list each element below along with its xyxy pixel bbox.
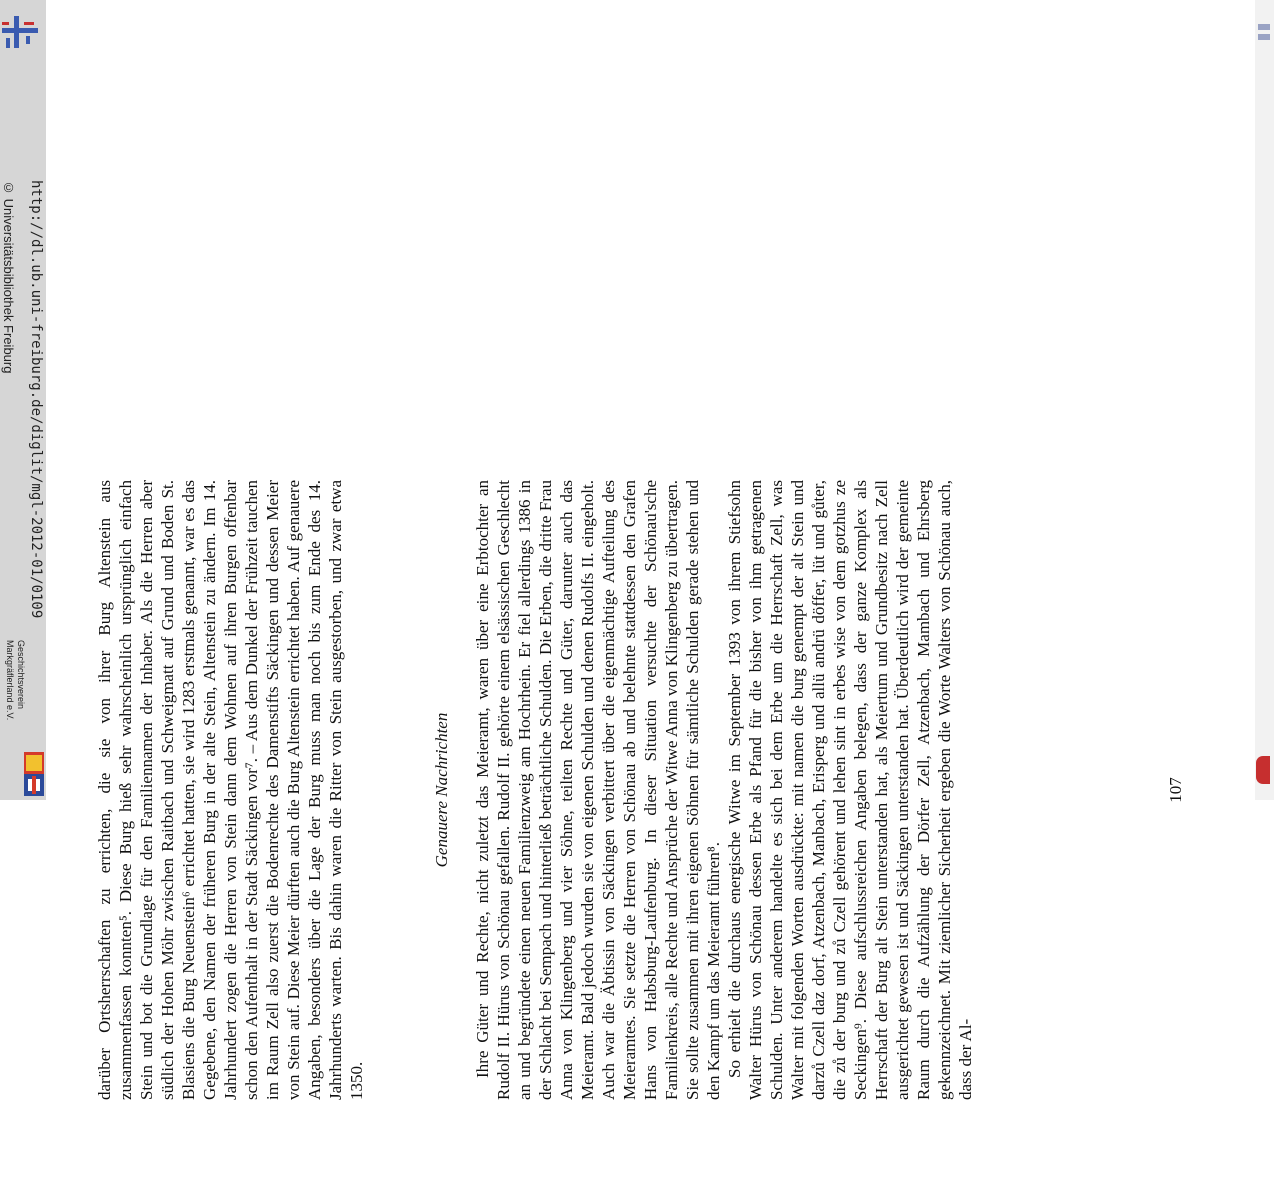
library-logo-icon <box>2 12 38 52</box>
paragraph-3: So erhielt die durchaus energische Witwe im September 1393 von ihrem Stiefsohn Walter Hürus von Schönau dessen Erbe als Pfand für die bisher von ihm getragenen Schulden. Unter anderem handelte es sich bei dem Erbe um die Herrschaft Zell, was Walter mit folgenden Worten ausdrückte: mit namen die burg genempt der alt Stein und darzů Czell daz dorf, Atzenbach, Manbach, Erisperg und allü andrü döffer, lüt und gůter, die zů der burg und zů Czell gehörent und lehen sint in erbes wise von dem gotzhus ze Seckingen⁹. Diese aufschlussreichen Angaben belegen, dass der ganze Komplex als Herrschaft der Burg alt Stein unterstanden hat, als Meiertum und Grundbesitz nach Zell ausgerichtet gewesen ist und Säckingen unterstanden hat. Überdeutlich wird der gemeinte Raum durch die Aufzählung der Dörfer Zell, Atzenbach, Mambach und Ehrsberg gekennzeichnet. Mit ziemlicher Sicherheit ergeben die Worte Walters von Schönau auch, dass der Al- <box>725 480 975 1100</box>
adjacent-page-marker <box>1258 24 1270 30</box>
text-column-upper <box>94 480 394 1100</box>
page-number: 107 <box>1166 777 1185 803</box>
document-url[interactable]: http://dl.ub.uni-freiburg.de/diglit/mgl-2012-01/0109 <box>28 180 44 619</box>
adjacent-page-edge <box>1255 0 1274 800</box>
adjacent-page-crest-icon <box>1256 756 1270 784</box>
copyright-notice: © Universitätsbibliothek Freiburg <box>1 180 16 374</box>
paragraph-2: Ihre Güter und Rechte, nicht zuletzt das Meieramt, waren über eine Erbtochter an Rudolf II. Hürus von Schönau gefallen. Rudolf II. gehörte einem elsässischen Geschlecht an und begründete einen neuen Familienzweig am Hochrhein. Er fiel allerdings 1386 in der Schlacht bei Sempach und hinterließ beträchtliche Schulden. Die Erben, die dritte Frau Anna von Klingenberg und vier Söhne, teilten Rechte und Güter, darunter auch das Meieramt. Bald jedoch wurden sie von eigenen Schulden und denen Rudolfs II. eingeholt. Auch war die Äbtissin von Säckingen verbittert über die eigenmächtige Aufteilung des Meieramtes. Sie setzte die Herren von Schönau ab und belehnte stattdessen den Grafen Hans von Habsburg-Laufenburg. In dieser Situation versuchte der Schönau'sche Familienkreis, alle Rechte und Ansprüche der Witwe Anna von Klingenberg zu übertragen. Sie sollte zusammen mit ihren eigenen Söhnen für sämtliche Schulden gerade stehen und den Kampf um das Meieramt führen⁸. <box>473 480 723 1100</box>
adjacent-page-marker <box>1258 34 1270 40</box>
section-heading: Genauere Nachrichten <box>432 712 451 868</box>
viewer-sidebar <box>0 0 46 800</box>
organization-name-line1: Geschichtsverein <box>16 640 26 710</box>
coat-of-arms-icon <box>24 752 44 796</box>
organization-name <box>2 640 26 750</box>
paragraph-1: darüber Ortsherrschaften zu errichten, die sie von ihrer Burg Altenstein aus zusammenfassen konnten⁵. Diese Burg hieß sehr wahrscheinlich ursprünglich einfach Stein und bot die Grundlage für den Familiennamen der Inhaber. Als die Herren aber südlich der Hohen Möhr zwischen Raitbach und Schweigmatt auf Grund und Boden St. Blasiens die Burg Neuenstein⁶ errichtet hatten, sie wird 1283 erstmals genannt, war es das Gegebene, den Namen der früheren Burg in der alte Stein, Altenstein zu ändern. Im 14. Jahrhundert zogen die Herren von Stein dann dem Wohnen auf ihren Burgen offenbar schon den Aufenthalt in der Stadt Säckingen vor⁷. – Aus dem Dunkel der Frühzeit tauchen im Raum Zell also zuerst die Bodenrechte des Damenstifts Säckingen und dessen Meier von Stein auf. Diese Meier dürften auch die Burg Altenstein errichtet haben. Auf genauere Angaben, besonders über die Lage der Burg muss man noch bis zum Ende des 14. Jahrhunderts warten. Bis dahin waren die Ritter von Stein ausgestorben, und zwar etwa 1350. <box>95 480 366 1100</box>
page-content <box>72 406 1252 1190</box>
text-column-lower <box>472 480 975 1100</box>
organization-name-line2: Markgräflerland e.V. <box>5 640 15 721</box>
document-page <box>72 10 1252 1100</box>
